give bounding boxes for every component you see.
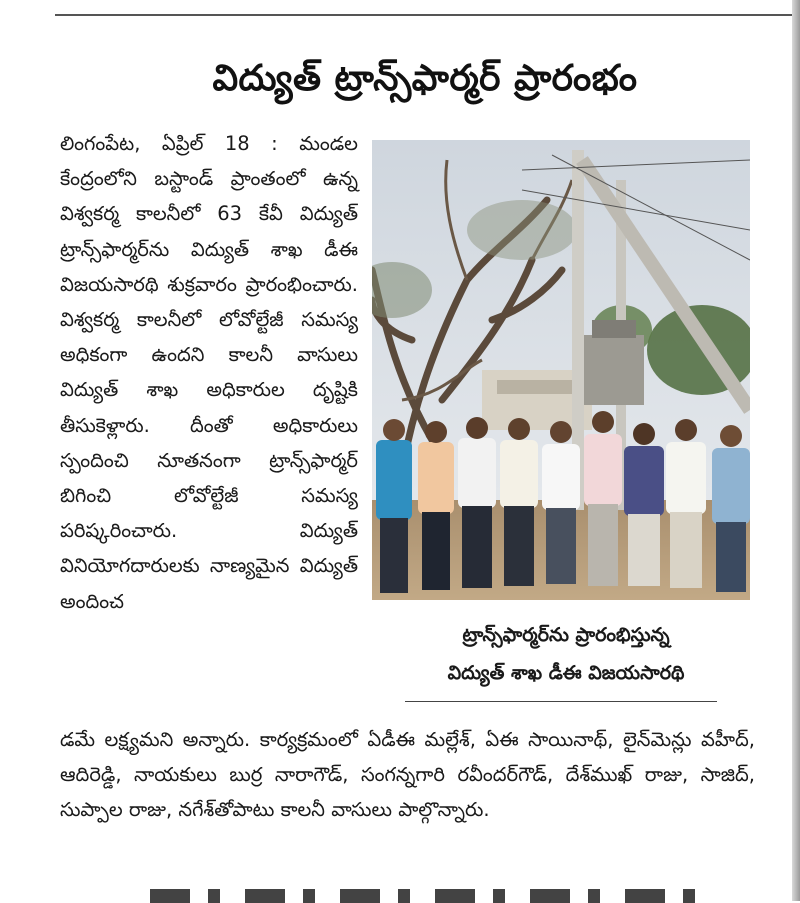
article-full-width-text xyxy=(60,722,755,828)
photo-caption-line-1: ట్రాన్స్‌ఫార్మర్‌ను ప్రారంభిస్తున్న xyxy=(462,624,670,646)
article-body-column: లింగంపేట, ఏప్రిల్ 18 : మండల కేంద్రంలోని బస్టాండ్ ప్రాంతంలో ఉన్న విశ్వకర్మ కాలనీలో 63 కేవీ విద్యుత్ ట్రాన్స్‌ఫార్మర్‌ను విద్యుత్ శాఖ డీఈ విజయసారథి శుక్రవారం ప్రారంభించారు. విశ్వకర్మ కాలనీలో లోవోల్టేజీ సమస్య అధికంగా ఉందని కాలనీ వాసులు విద్యుత్ శాఖ అధికారుల దృష్టికి తీసుకెళ్లారు. దీంతో అధికారులు స్పందించి నూతనంగా ట్రాన్స్‌ఫార్మర్ బిగించి లోవోల్టేజీ సమస్య పరిష్కరించారు. విద్యుత్ వినియోగదారులకు నాణ్యమైన విద్యుత్ అందించ xyxy=(60,132,358,613)
article-body-continued: డమే లక్ష్యమని అన్నారు. కార్యక్రమంలో ఏడీఈ మల్లేశ్, ఏఈ సాయినాథ్, లైన్‌మెన్లు వహీద్, ఆదిరెడ్డి, నాయకులు బుర్ర నారాగౌడ్, సంగన్నగారి రవీందర్‌గౌడ్, దేశ్‌ముఖ్ రాజు, సాజిద్, సుప్పాల రాజు, నగేశ్‌తోపాటు కాలనీ వాసులు పాల్గొన్నారు. xyxy=(60,728,755,822)
news-photo xyxy=(372,140,750,600)
caption-underline xyxy=(405,701,717,702)
top-rule xyxy=(55,14,800,16)
article-column-text xyxy=(60,126,358,619)
page-edge-shadow xyxy=(792,0,800,901)
photo-caption-line-2: విద్యుత్ శాఖ డీఈ విజయసారథి xyxy=(447,662,685,684)
photo-caption xyxy=(380,616,752,692)
article-headline: విద్యుత్ ట్రాన్స్‌ఫార్మర్ ప్రారంభం xyxy=(212,58,638,99)
